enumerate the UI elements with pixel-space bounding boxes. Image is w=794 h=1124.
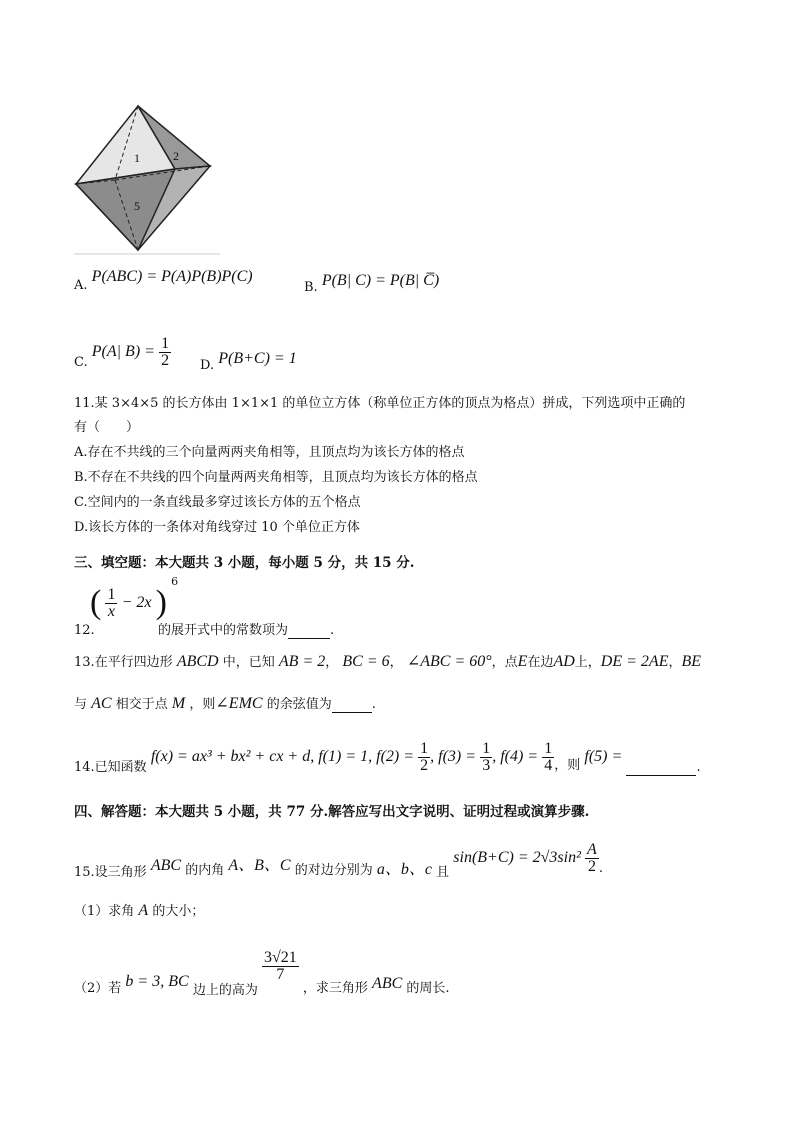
option-a-letter: A. bbox=[74, 278, 88, 293]
q13-line1 bbox=[74, 651, 701, 671]
q13-ab: AB = 2 bbox=[278, 653, 326, 670]
q12-den: x bbox=[107, 602, 116, 620]
q12-text: 的展开式中的常数项为 bbox=[158, 623, 289, 638]
option-d-expr: P(B+C) = 1 bbox=[218, 350, 297, 367]
q13-p2: 中，已知 bbox=[222, 655, 275, 670]
q12-answer-blank[interactable] bbox=[288, 623, 330, 639]
q12-exponent: 6 bbox=[171, 574, 179, 588]
q13-ad: AD bbox=[553, 653, 575, 670]
q13-be: BE bbox=[681, 653, 702, 670]
q14-f2-num: 1 bbox=[420, 740, 429, 757]
q13-bc: BC = 6 bbox=[342, 653, 390, 670]
q15-sub2-after: ，求三角形 bbox=[302, 981, 368, 996]
option-c-expr: P(A| B) = bbox=[91, 343, 155, 360]
q11-stem-line1: 11.某 3×4×5 的长方体由 1×1×1 的单位立方体（称单位正方体的顶点为格点）拼成，下列选项中正确的 bbox=[74, 396, 686, 411]
face-label-2: 2 bbox=[173, 149, 179, 163]
q14-f4-num: 1 bbox=[544, 740, 553, 757]
q14-f2-den: 2 bbox=[420, 757, 429, 774]
q15-sub2-num: 3√21 bbox=[263, 949, 297, 966]
q13-answer-blank[interactable] bbox=[332, 697, 372, 713]
q15-sub1-var: A bbox=[138, 902, 149, 919]
q12-end: . bbox=[330, 623, 335, 638]
q13-emc: ∠EMC bbox=[215, 695, 263, 712]
q14-f3 bbox=[480, 741, 492, 774]
q15-sub1 bbox=[74, 900, 204, 920]
q12-expression bbox=[90, 574, 179, 622]
q14-prefix: 14.已知函数 bbox=[74, 760, 147, 775]
q14-f3-den: 3 bbox=[482, 757, 491, 774]
q12-rest: − 2x bbox=[121, 594, 152, 611]
q15-sub2-cond: b = 3, BC bbox=[125, 973, 189, 990]
octahedron-figure bbox=[70, 104, 220, 256]
q13-p0: 13.在平行四边形 bbox=[74, 655, 173, 670]
q13-de: DE = 2AE bbox=[600, 653, 669, 670]
q13-line2 bbox=[74, 693, 376, 713]
q13-p10: 在边 bbox=[527, 655, 554, 670]
q13-abcd: ABCD bbox=[176, 653, 219, 670]
q13-e: E bbox=[517, 653, 528, 670]
option-a-expr: P(ABC) = P(A)P(B)P(C) bbox=[91, 268, 253, 285]
option-d-letter: D. bbox=[200, 358, 215, 373]
q15-abc: ABC bbox=[150, 857, 182, 874]
q12-number: 12. bbox=[74, 623, 95, 638]
q14-ask: f(5) = bbox=[584, 748, 623, 765]
q12-right-paren: ) bbox=[155, 584, 167, 621]
q13-p12: 上， bbox=[574, 655, 601, 670]
q12-fraction bbox=[105, 587, 117, 620]
q13-p8: ，点 bbox=[491, 655, 518, 670]
option-a bbox=[74, 268, 253, 293]
option-c-letter: C. bbox=[74, 355, 88, 370]
q15-eq-num: A bbox=[587, 841, 597, 858]
q14-line bbox=[74, 741, 701, 774]
q15-eq: sin(B+C) = 2√3sin² bbox=[453, 849, 581, 866]
q15-sub1-prefix: （1）求角 bbox=[74, 904, 135, 919]
q11-option-a: A.存在不共线的三个向量两两夹角相等，且顶点均为该长方体的格点 bbox=[74, 445, 465, 460]
q15-part-d: 且 bbox=[436, 865, 450, 880]
q11-stem-line2: 有（ ） bbox=[74, 420, 140, 435]
q14-then: ，则 bbox=[554, 758, 581, 773]
q13-p4: ， bbox=[325, 655, 339, 670]
q15-eq-end: . bbox=[598, 861, 603, 876]
q13-l2-p0: 与 bbox=[74, 697, 88, 712]
q14-expr: f(x) = ax³ + bx² + cx + d, f(1) = 1, f(2) = bbox=[150, 748, 415, 765]
q13-m: M bbox=[171, 695, 186, 712]
q15-sides: a、b、c bbox=[376, 861, 432, 878]
q14-f3-num: 1 bbox=[482, 740, 491, 757]
q15-angles: A、B、C bbox=[228, 857, 291, 874]
q13-l2-p2: 相交于点 bbox=[115, 697, 168, 712]
face-label-5: 5 bbox=[134, 199, 140, 213]
q12-text-line bbox=[158, 619, 334, 639]
q14-mid1: , f(3) = bbox=[430, 748, 477, 765]
q12-left-paren: ( bbox=[90, 584, 102, 621]
q15-sub2-abc: ABC bbox=[372, 975, 403, 992]
q15-part-c: 的对边分别为 bbox=[294, 863, 373, 878]
q13-p6: ， bbox=[389, 655, 403, 670]
q15-eq-fraction bbox=[585, 842, 599, 875]
q11-option-d: D.该长方体的一条体对角线穿过 10 个单位正方体 bbox=[74, 520, 360, 535]
q15-sub2 bbox=[74, 942, 450, 998]
q15-sub2-fraction bbox=[262, 950, 299, 983]
q13-l2-p4: ，则 bbox=[189, 697, 216, 712]
q15-sub2-den: 7 bbox=[276, 966, 285, 983]
option-b-expr: P(B| C) = P(B| C̅) bbox=[321, 272, 440, 289]
q15-sub2-end: 的周长. bbox=[406, 981, 450, 996]
q11-option-c: C.空间内的一条直线最多穿过该长方体的五个格点 bbox=[74, 495, 361, 510]
q13-ac: AC bbox=[91, 695, 112, 712]
option-c bbox=[74, 336, 171, 369]
option-b bbox=[304, 272, 440, 295]
q14-answer-blank[interactable] bbox=[626, 760, 696, 776]
q15-eq-den: 2 bbox=[587, 858, 596, 875]
q13-p14: ， bbox=[668, 655, 682, 670]
face-label-1: 1 bbox=[134, 151, 140, 165]
q13-l2-p7: . bbox=[371, 697, 376, 712]
q12-num: 1 bbox=[107, 585, 116, 603]
q15-part-b: 的内角 bbox=[185, 863, 225, 878]
q14-f4-den: 4 bbox=[544, 757, 553, 774]
option-c-num: 1 bbox=[161, 335, 170, 352]
q14-f4 bbox=[542, 741, 554, 774]
option-b-letter: B. bbox=[304, 280, 318, 295]
q14-f2 bbox=[418, 741, 430, 774]
q11-option-b: B.不存在不共线的四个向量两两夹角相等，且顶点均为该长方体的格点 bbox=[74, 470, 478, 485]
q13-l2-p6: 的余弦值为 bbox=[266, 697, 332, 712]
option-c-fraction bbox=[159, 336, 171, 369]
q14-end: . bbox=[696, 760, 701, 775]
q15-sub2-mid: 边上的高为 bbox=[192, 983, 258, 998]
q15-line bbox=[74, 841, 603, 880]
option-c-den: 2 bbox=[161, 352, 170, 369]
section3-heading: 三、填空题：本大题共 3 小题，每小题 5 分，共 15 分. bbox=[74, 555, 415, 571]
q15-sub2-prefix: （2）若 bbox=[74, 981, 122, 996]
section4-heading: 四、解答题：本大题共 5 小题，共 77 分.解答应写出文字说明、证明过程或演算步骤. bbox=[74, 804, 590, 820]
q15-part-a: 15.设三角形 bbox=[74, 865, 147, 880]
q13-angle: ∠ABC = 60° bbox=[406, 653, 492, 670]
option-d bbox=[200, 350, 297, 373]
q14-mid2: , f(4) = bbox=[492, 748, 539, 765]
q15-sub1-suffix: 的大小； bbox=[152, 904, 205, 919]
